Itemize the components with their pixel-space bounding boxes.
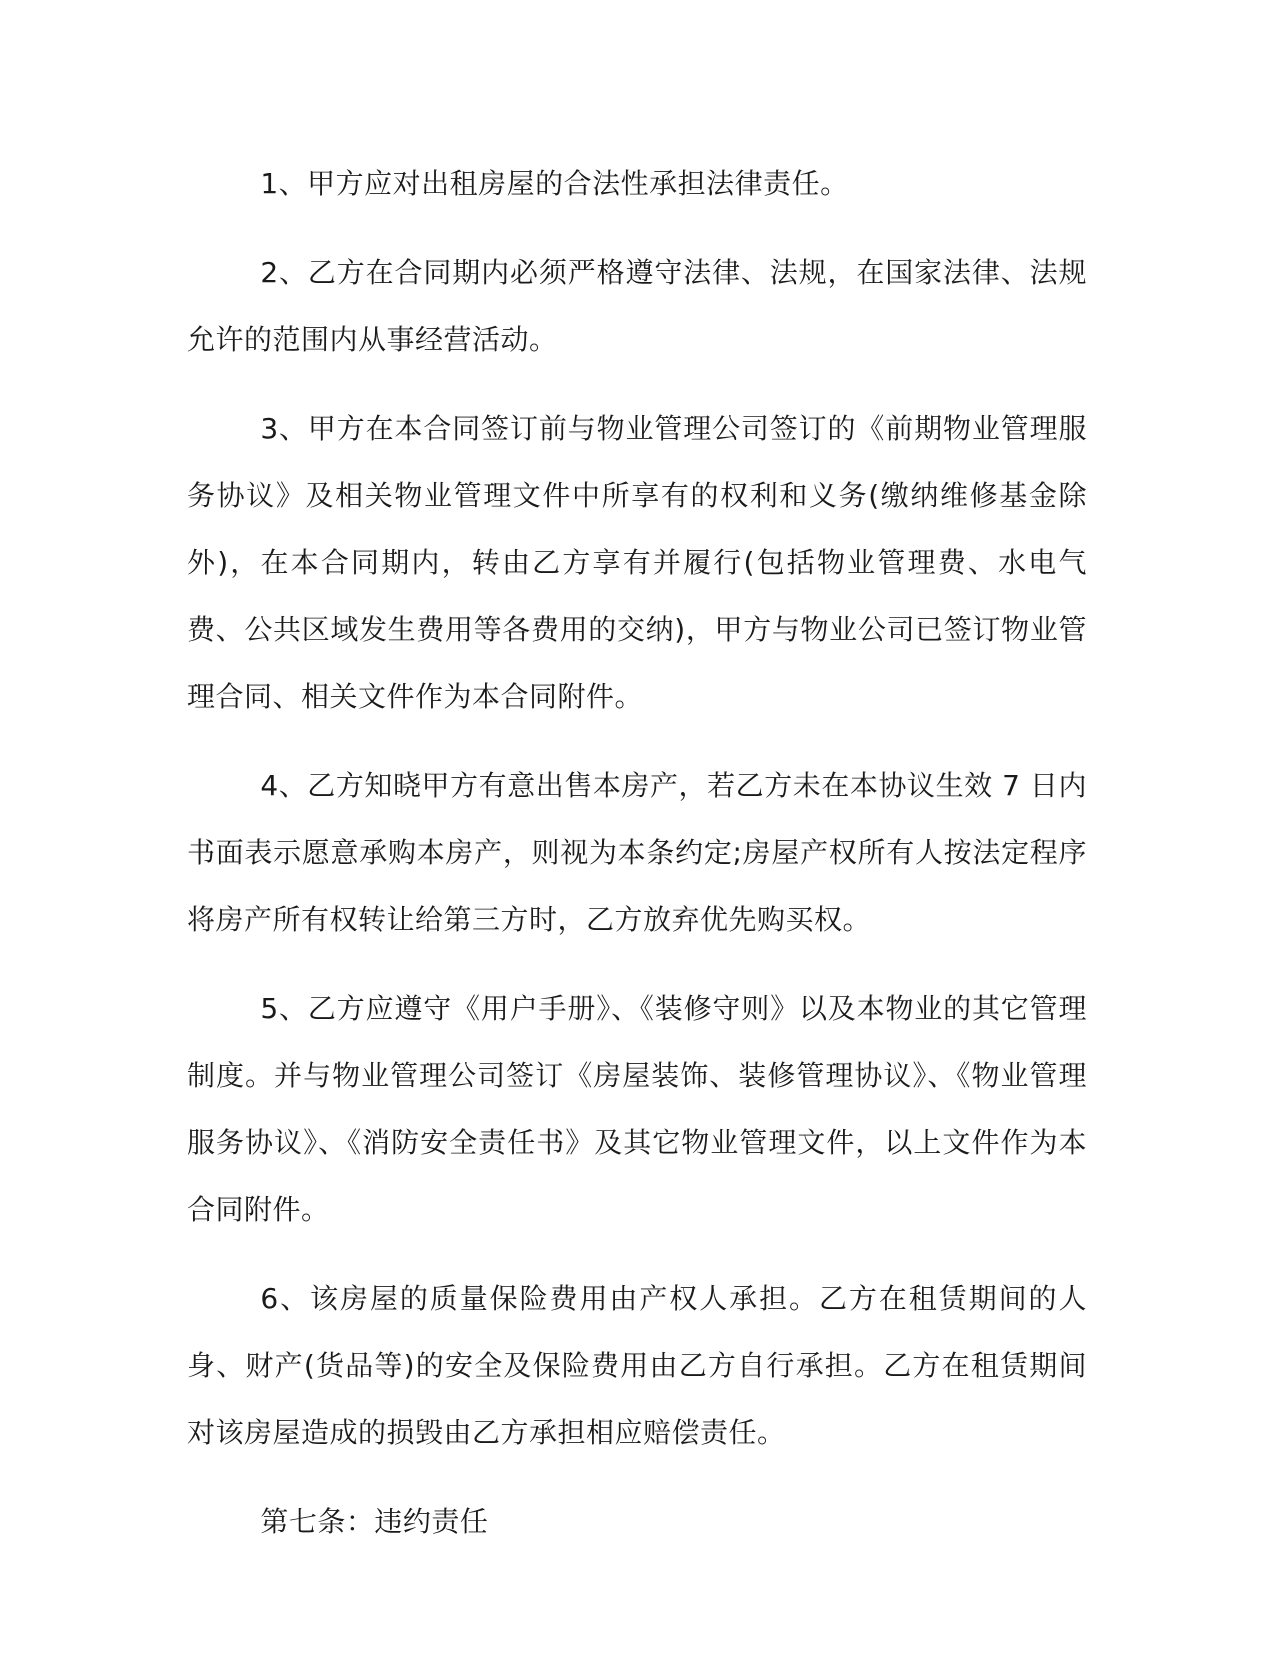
clause-6: 6、该房屋的质量保险费用由产权人承担。乙方在租赁期间的人身、财产(货品等)的安全及保险费用由乙方自行承担。乙方在租赁期间对该房屋造成的损毁由乙方承担相应赔偿责任。 xyxy=(187,1282,1087,1449)
clause-2: 2、乙方在合同期内必须严格遵守法律、法规，在国家法律、法规允许的范围内从事经营活动。 xyxy=(187,256,1087,356)
clause-1: 1、甲方应对出租房屋的合法性承担法律责任。 xyxy=(260,167,849,200)
clause-3: 3、甲方在本合同签订前与物业管理公司签订的《前期物业管理服务协议》及相关物业管理文件中所享有的权利和义务(缴纳维修基金除外)，在本合同期内，转由乙方享有并履行(包括物业管理费、水电气费、公共区域发生费用等各费用的交纳)，甲方与物业公司已签订物业管理合同、相关文件作为本合同附件。 xyxy=(187,412,1087,713)
clause-5: 5、乙方应遵守《用户手册》、《装修守则》以及本物业的其它管理制度。并与物业管理公司签订《房屋装饰、装修管理协议》、《物业管理服务协议》、《消防安全责任书》及其它物业管理文件，以上文件作为本合同附件。 xyxy=(187,992,1087,1226)
section-heading: 第七条：违约责任 xyxy=(260,1505,489,1538)
clause-4: 4、乙方知晓甲方有意出售本房产，若乙方未在本协议生效 7 日内书面表示愿意承购本房产，则视为本条约定;房屋产权所有人按法定程序将房产所有权转让给第三方时，乙方放弃优先购买权。 xyxy=(187,769,1087,936)
document-body xyxy=(187,150,1087,1555)
